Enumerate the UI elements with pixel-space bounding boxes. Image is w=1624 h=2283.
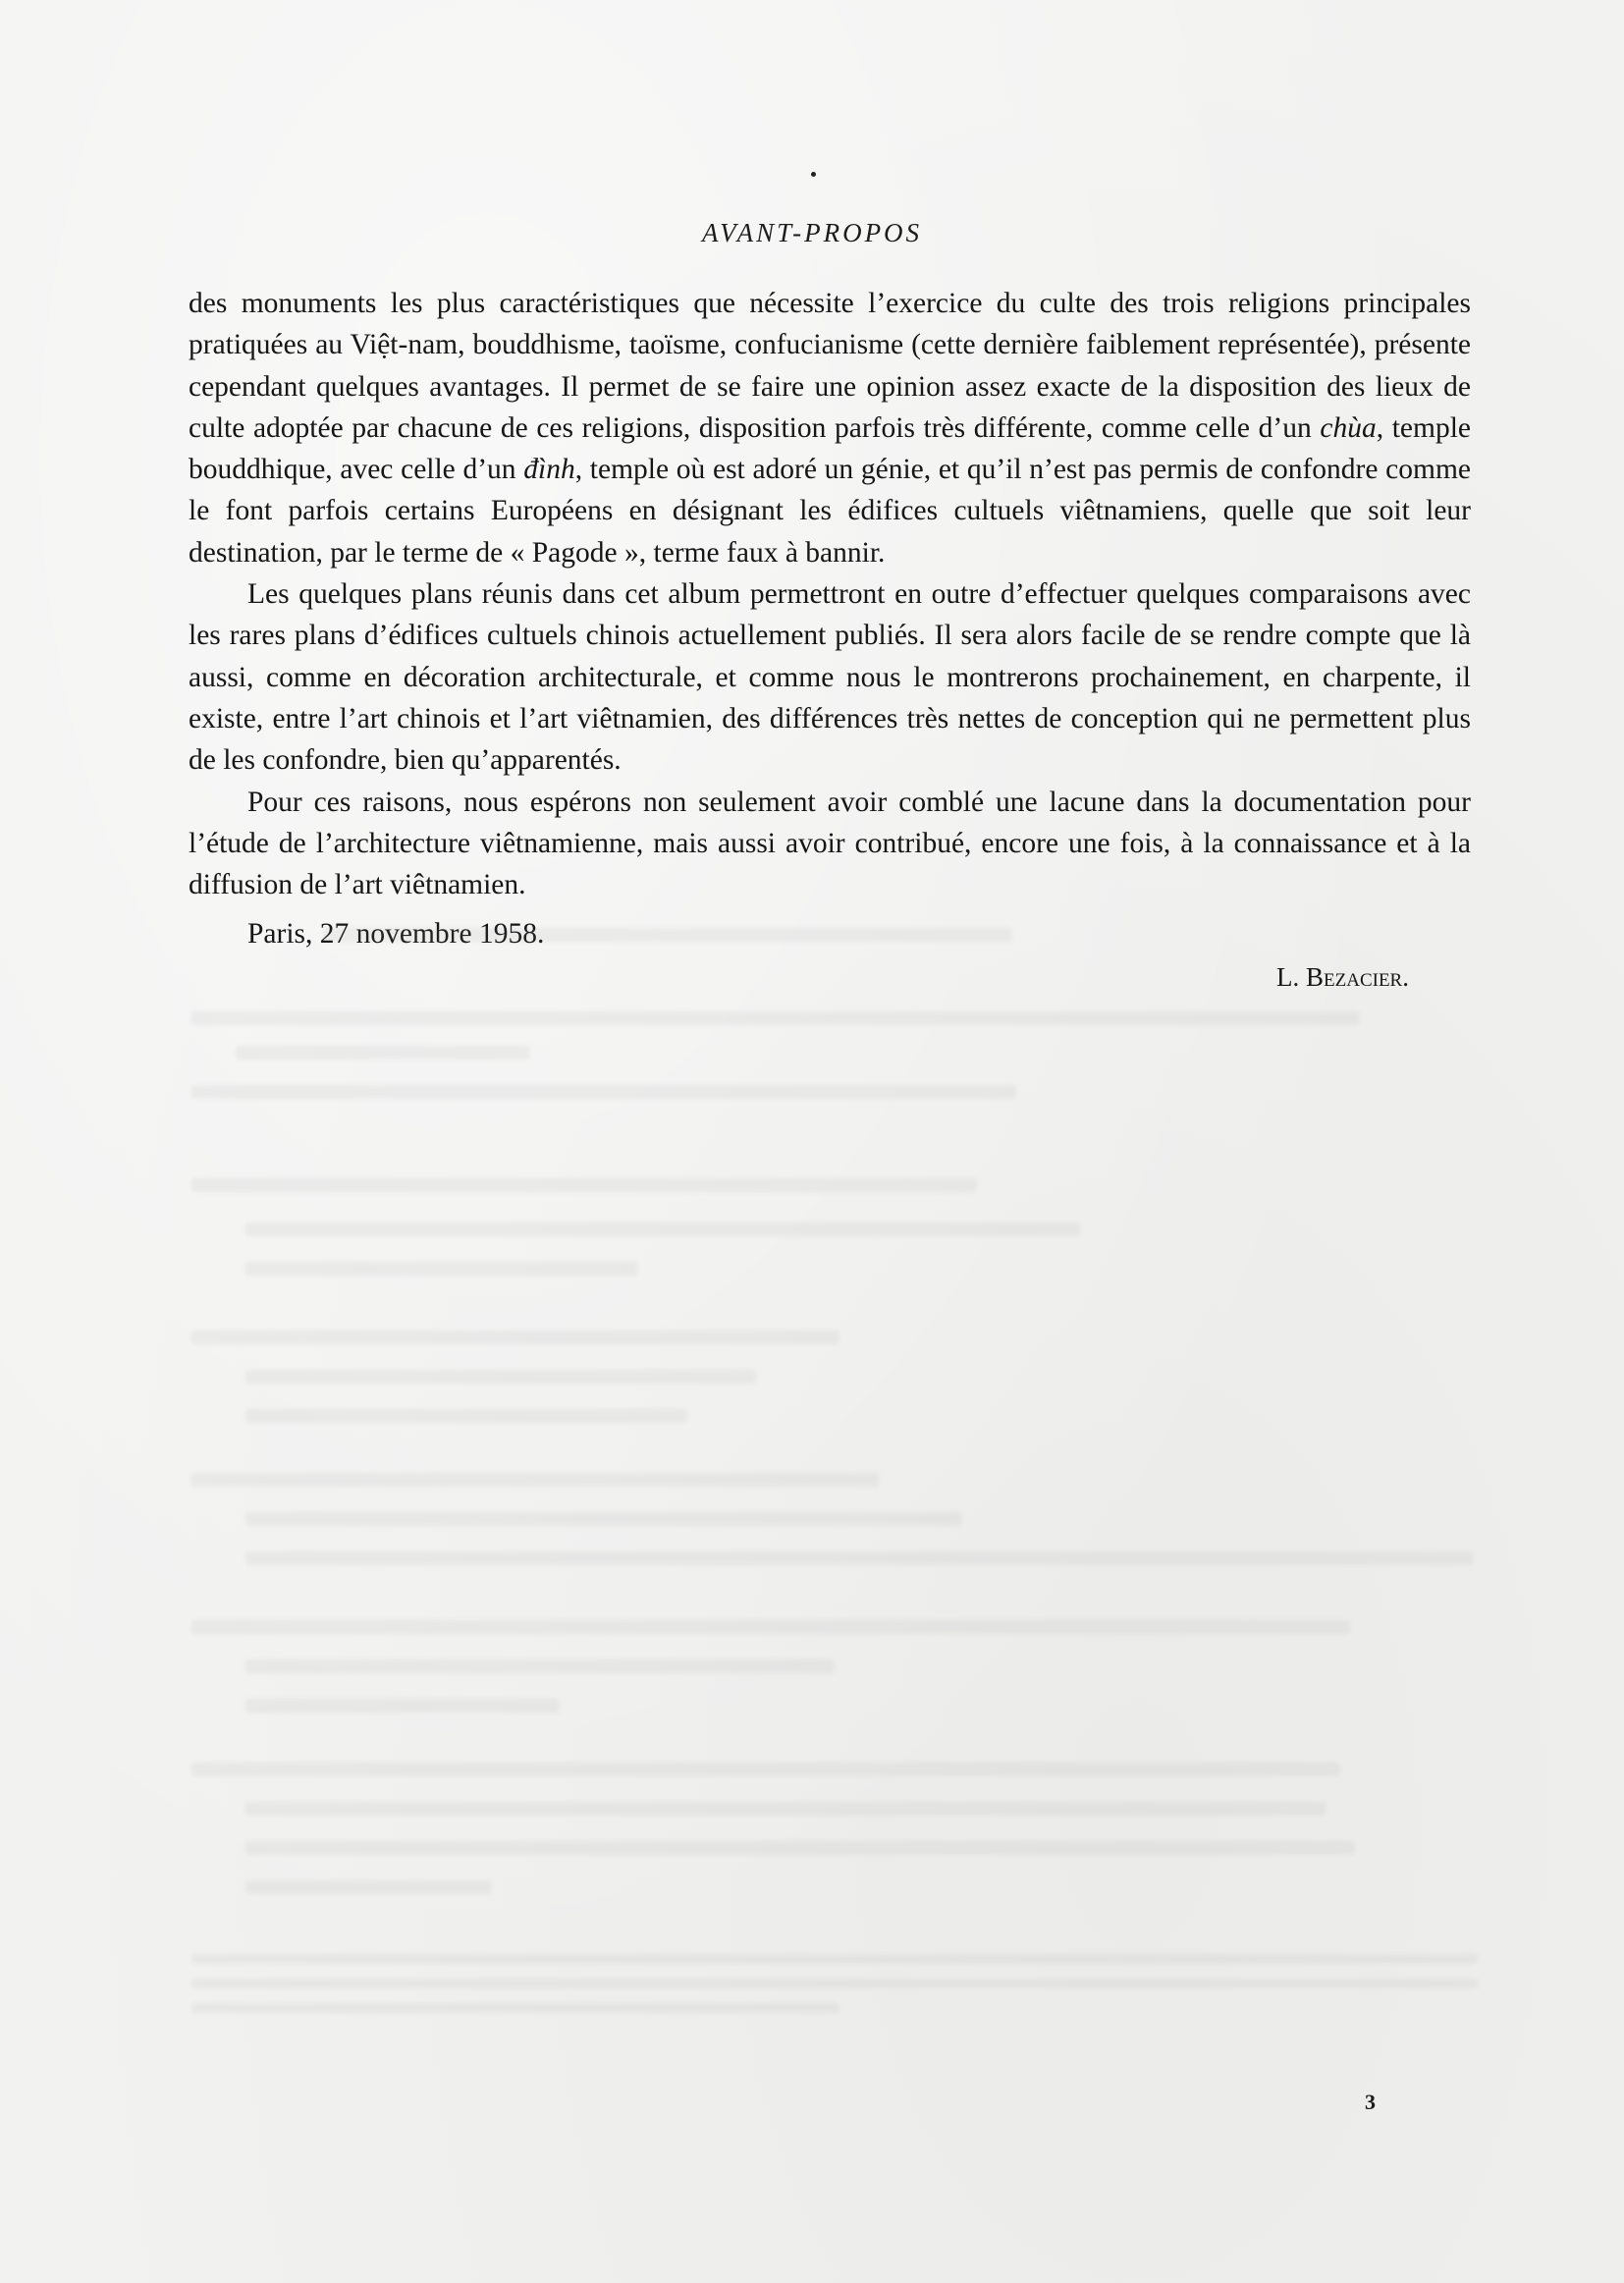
show-through-line [191,1178,977,1192]
show-through-line [245,1223,1080,1236]
show-through-line [191,1620,1350,1634]
paragraph-1-text: , temple bouddhique, avec celle d’un [189,411,1471,486]
signature-name: Bezacier. [1306,962,1409,992]
show-through-line [245,1409,687,1423]
show-through-line [245,1512,962,1526]
show-through-line [191,1954,1478,1964]
term-chua: chùa [1320,411,1377,444]
signature-initial: L. [1276,962,1300,992]
show-through-line [191,1085,1016,1099]
signature [1276,962,1409,993]
term-dinh: đình [523,454,575,486]
show-through-line [245,1880,491,1894]
show-through-line [191,1011,1360,1025]
show-through-line [245,1551,1473,1565]
show-through-line [191,2003,839,2013]
show-through-line [245,1802,1326,1816]
foreword-body [189,283,1471,905]
show-through-line [236,1046,530,1060]
page-number: 3 [1365,2090,1376,2114]
show-through-line [191,1979,1478,1988]
show-through-line [245,1370,756,1384]
show-through-line [245,1262,638,1276]
show-through-line [191,1331,839,1344]
show-through-line [245,1841,1355,1855]
running-head: AVANT-PROPOS [701,218,923,247]
show-through-line [191,1473,879,1487]
paragraph-2: Les quelques plans réunis dans cet album permettront en outre d’effectuer quelques comparaisons avec les rares plans d’édifices cultuels chinois actuellement publiés. Il sera alors facile de se rendre compte que là aussi, comme en décoration architecturale, et comme nous le montrerons prochainement, en charpente, il existe, entre l’art chinois et l’art viêtnamien, des différences très nettes de conception qui ne permettent plus de les confondre, bien qu’apparentés. [189,578,1471,777]
paragraph-1-text: , temple où est adoré un génie, et qu’il n’est pas permis de confondre comme le font parfois certains Européens en désignant les édifices cultuels viêtnamiens, quelle que soit leur destination, par le terme de « Pagode », terme faux à bannir. [189,454,1471,569]
dateline: Paris, 27 novembre 1958. [247,918,545,950]
show-through-line [245,1699,560,1712]
paragraph-1 [189,283,1471,573]
paragraph-3: Pour ces raisons, nous espérons non seulement avoir comblé une lacune dans la documentation pour l’étude de l’architecture viêtnamienne, mais aussi avoir contribué, encore une fois, à la connaissance et à la diffusion de l’art viêtnamien. [189,786,1471,901]
ink-speck [811,172,816,177]
show-through-line [324,928,1011,942]
show-through-line [191,1763,1340,1776]
paragraph-1-text: des monuments les plus caractéristiques que nécessite l’exercice du culte des trois religions principales pratiquées au Việt-nam, bouddhisme, taoïsme, confucianisme (cette dernière faiblement représentée), présente cependant quelques avantages. Il permet de se faire une opinion assez exacte de la disposition des lieux de culte adoptée par chacune de ces religions, disposition parfois très différente, comme celle d’un [189,288,1471,444]
show-through-line [245,1659,835,1673]
